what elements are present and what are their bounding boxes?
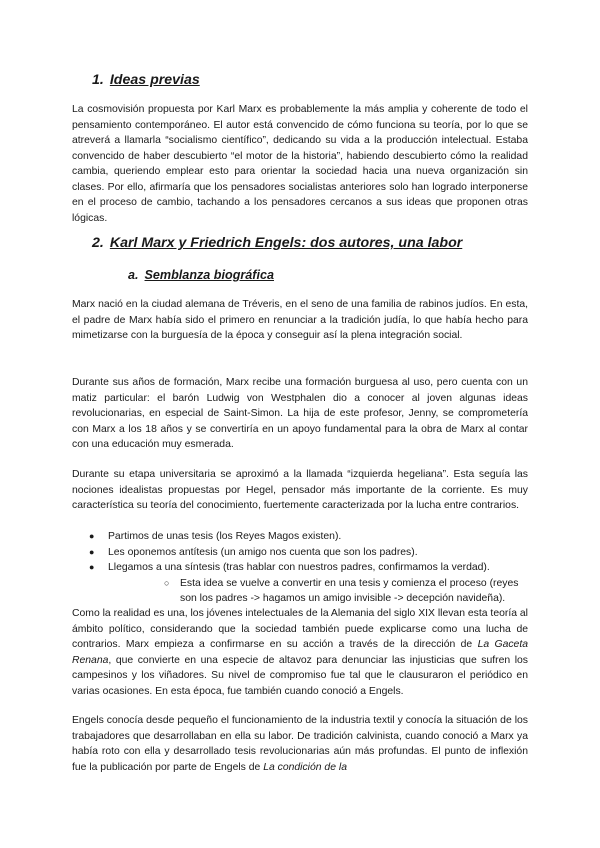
section-title: Ideas previas [109,72,200,88]
paragraph-formacion: Durante sus años de formación, Marx recibe una formación burguesa al uso, pero cuenta con un matiz particular: el barón Ludwig von Westphalen dio a conocer al joven algunas ideas revolucionarias, en especial de Saint-Simon. La hija de este profesor, Jenny, se comprometería con Marx a los 18 años y se convertiría en un apoyo fundamental para la obra de Marx al contar con una educación muy esmerada. [72,377,528,450]
section-heading-marx-engels [92,235,462,251]
list-item-text: Llegamos a una síntesis (tras hablar con nuestros padres, confirmamos la verdad). [108,562,490,573]
list-item [72,560,528,607]
paragraph-engels [72,713,528,775]
text-run: Como la realidad es una, los jóvenes intelectuales de la Alemania del siglo XIX llevan esta teoría al ámbito político, considerando que la sociedad también puede explicarse como una lucha de contrarios. Marx empieza a confirmarse en su acción a través de la dirección de [72,608,528,650]
paragraph-izquierda-hegeliana [72,606,528,699]
book-title: La condición de la [263,761,347,773]
list-item-text: Partimos de unas tesis (los Reyes Magos existen). [108,531,342,542]
section-number: 1. [92,72,104,88]
dialectic-list [72,529,528,607]
sub-list [108,576,528,607]
bullet-icon: ● [89,546,95,557]
text-run: , que convierte en una especie de altavoz para denunciar las injusticias que sufren los campesinos y los viñadores. Su nivel de compromiso fue tal que le clausuraron el periódico en varias ocasiones. En esta época, fue también cuando conoció a Engels. [72,654,528,697]
bullet-icon: ● [89,531,95,541]
paragraph-universidad: Durante su etapa universitaria se aproximó a la llamada “izquierda hegeliana”. Esta seguía las nociones idealistas propuestas por Hegel, pensador más importante de la corriente. Es muy característica su teoría del conocimiento, fuertemente caracterizada por la lucha entre contrarios. [72,469,528,511]
section-number: 2. [92,235,104,251]
list-item [72,545,528,561]
hollow-bullet-icon: ○ [164,577,170,588]
section-title: Karl Marx y Friedrich Engels: dos autores, una labor [109,235,463,251]
subsection-heading-semblanza [128,268,274,282]
subsection-title: Semblanza biográfica [144,268,274,282]
list-item [72,529,528,545]
paragraph-ideas-previas: La cosmovisión propuesta por Karl Marx es probablemente la más amplia y coherente de todo el pensamiento contemporáneo. El autor está convencido de cómo funciona su teoría, por lo que se atreverá a llamarla “socialismo científico”, dedicando su vida a la producción intelectual. Estaba convencido de haber descubierto “el motor de la historia”, habiendo descubierto cómo la realidad cambia, queriendo emplear esto para orientar la sociedad hacia una nueva organización sin clases. Por ello, afirmaría que los pensadores socialistas anteriores solo han logrado interponerse en el proceso de cambio, tachando a los pensadores cercanos a sus ideas que proponen otras lógicas. [72,104,528,224]
sub-list-item [108,576,528,607]
text-run: Engels conocía desde pequeño el funcionamiento de la industria textil y conocía la situación de los trabajadores que desarrollaban en ella su labor. De tradición calvinista, cuando conoció a Marx ya había roto con ella y desarrollado tesis revolucionarias aún más profundas. El punto de inflexión fue la publicación por parte de Engels de [72,715,528,773]
newspaper-title: La Gaceta Renana [72,639,528,666]
list-item-text: Les oponemos antítesis (un amigo nos cuenta que son los padres). [108,546,418,558]
sub-list-item-text: Esta idea se vuelve a convertir en una tesis y comienza el proceso (reyes son los padres -> hagamos un amigo invisible -> decepción navideña). [180,577,519,604]
section-heading-ideas-previas [92,72,200,88]
subsection-letter: a. [128,268,139,282]
bullet-icon: ● [89,562,95,572]
paragraph-nacimiento: Marx nació en la ciudad alemana de Tréveris, en el seno de una familia de rabinos judíos. En esta, el padre de Marx había sido el primero en renunciar a la tradición judía, lo que había hecho para mimetizarse con la burguesía de la época y conseguir así la plena integración social. [72,299,528,341]
